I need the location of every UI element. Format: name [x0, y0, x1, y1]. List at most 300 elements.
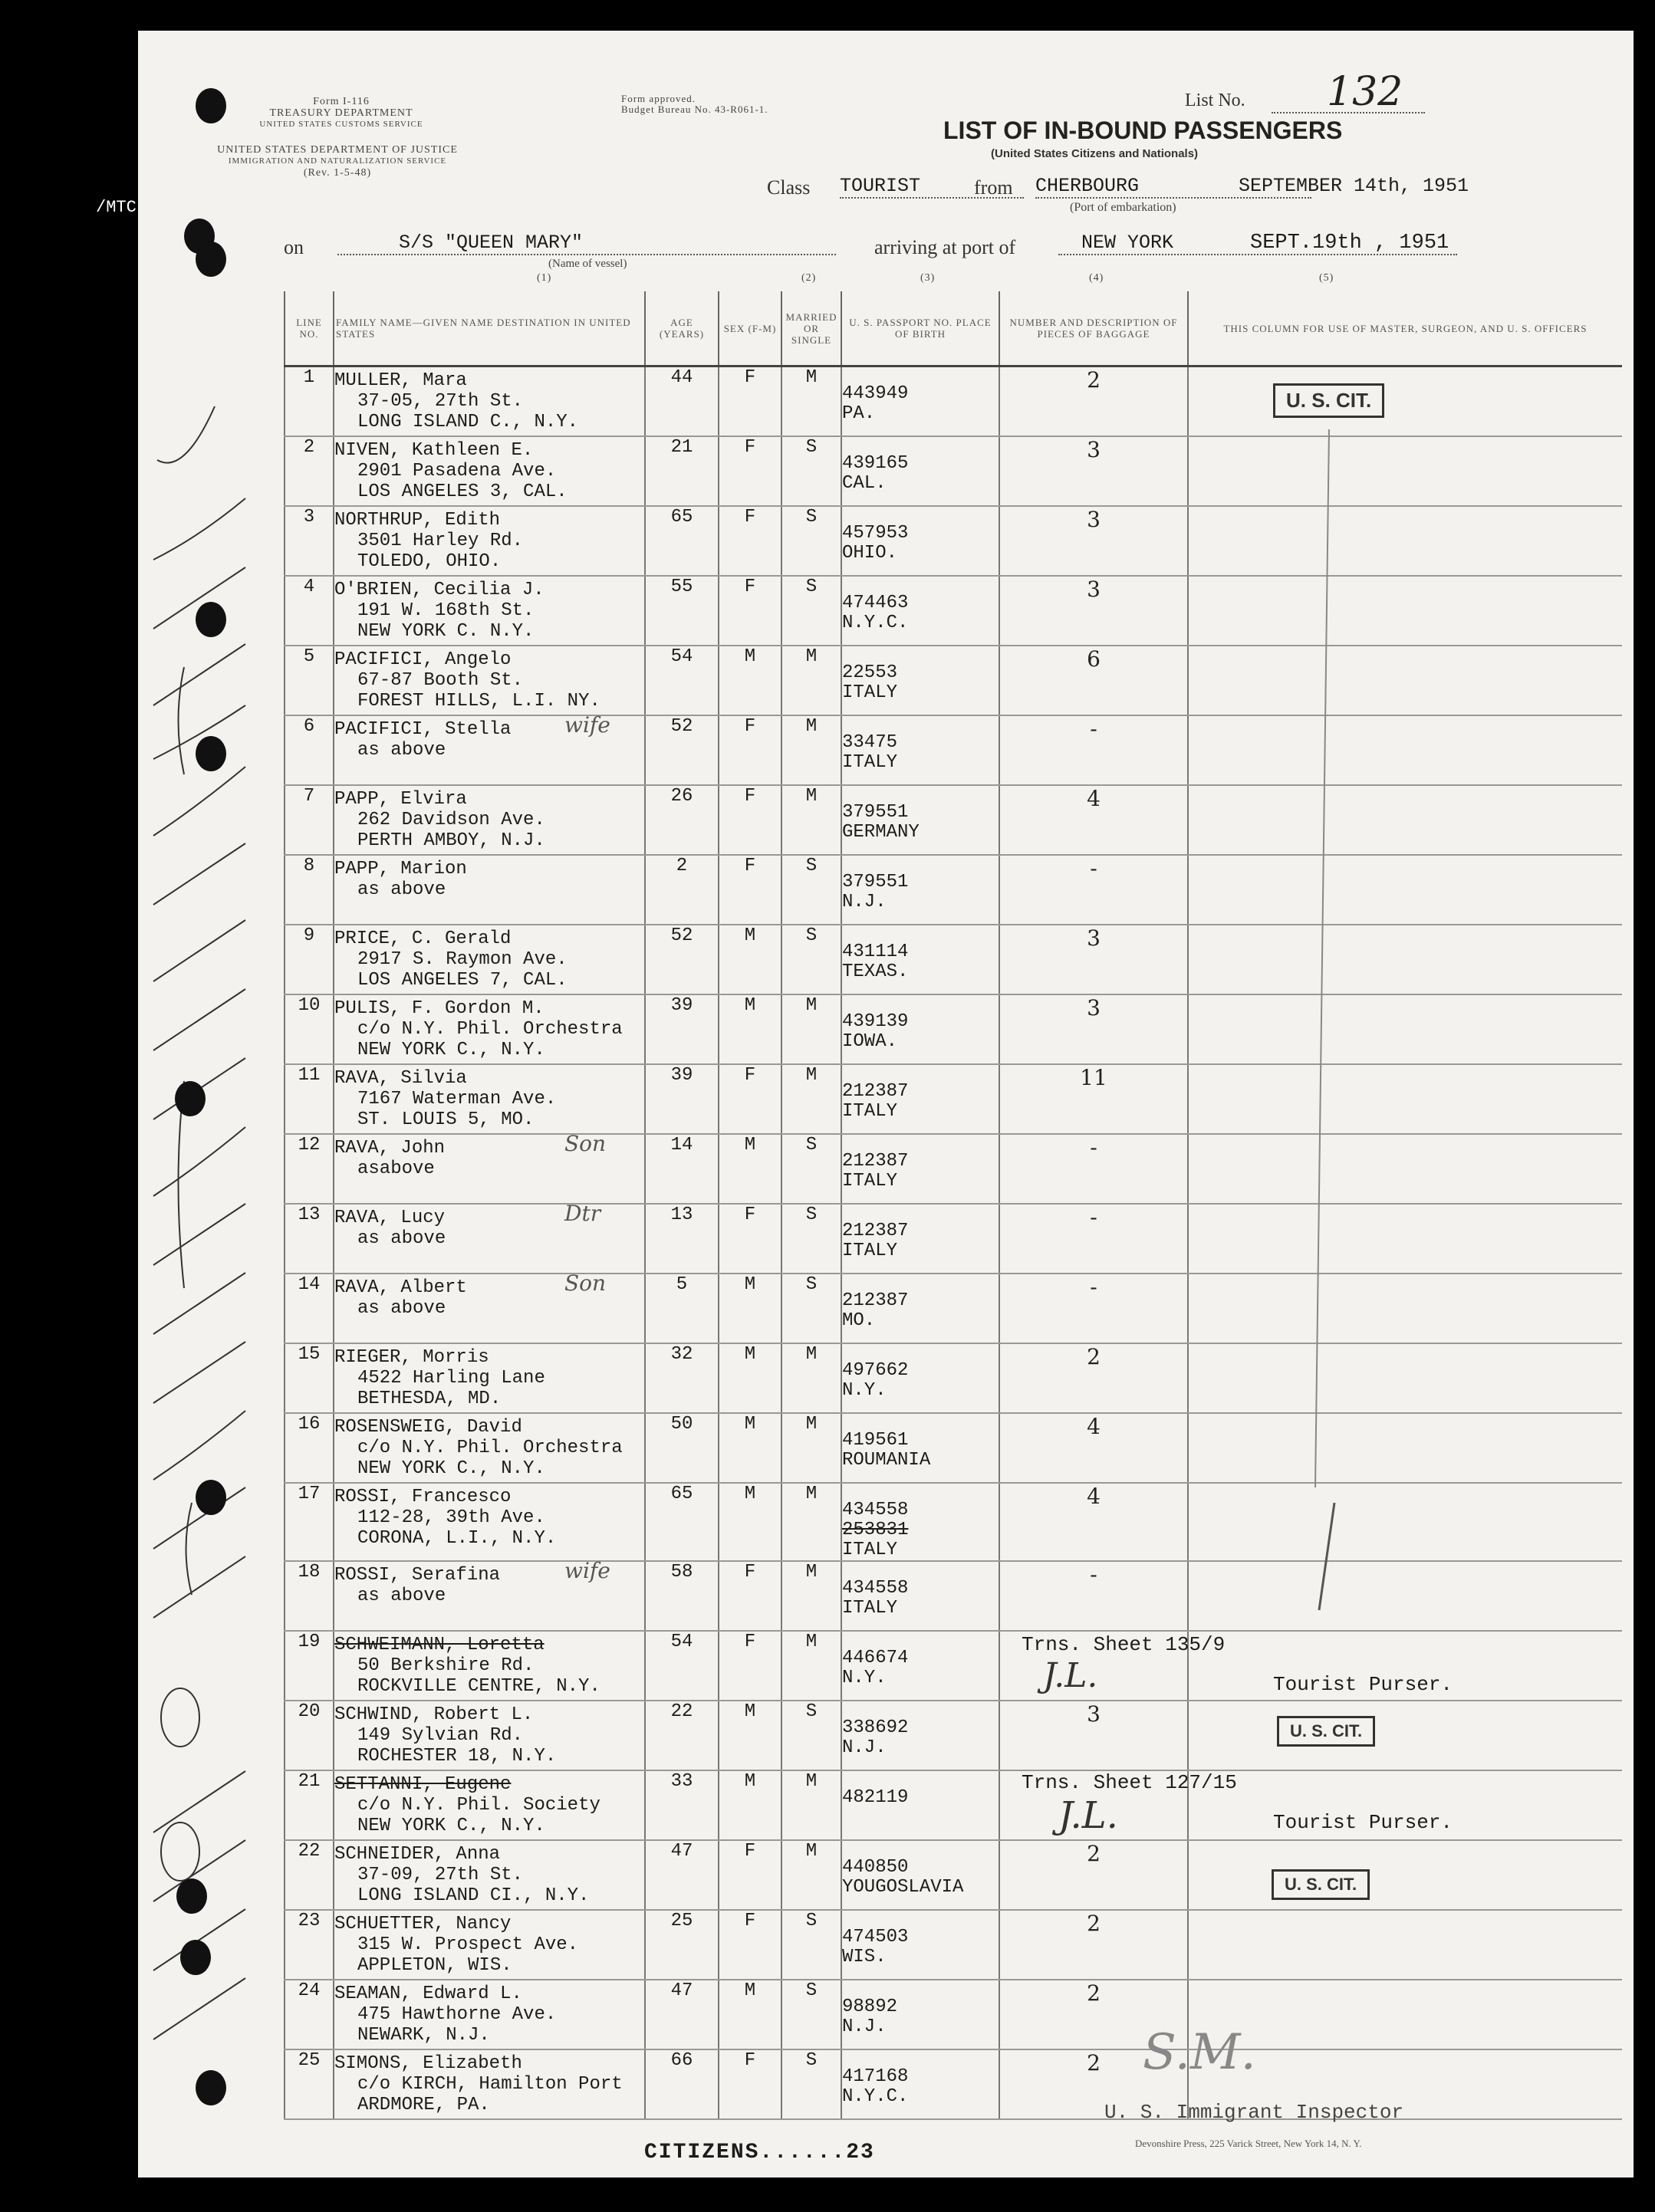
relationship-note: Son — [564, 1131, 607, 1156]
address-line-2: LONG ISLAND CI., N.Y. — [357, 1885, 590, 1906]
age-value: 39 — [670, 1065, 693, 1086]
printer-imprint: Devonshire Press, 225 Varick Street, New York 14, N. Y. — [1135, 2138, 1362, 2149]
header-line: LINE NO. — [285, 291, 334, 366]
passport-number: 474503 — [842, 1927, 909, 1947]
address-line-2: LOS ANGELES 3, CAL. — [357, 482, 568, 502]
budget-bureau: Budget Bureau No. 43-R061-1. — [621, 104, 768, 115]
marital-value: S — [805, 925, 818, 946]
baggage-count: - — [1090, 856, 1097, 881]
place-of-birth: ITALY — [842, 682, 898, 703]
check-marks — [138, 31, 1634, 2177]
age-value: 52 — [670, 716, 693, 737]
address-line-1: 475 Hawthorne Ave. — [357, 2004, 557, 2025]
address-line-2: LONG ISLAND C., N.Y. — [357, 412, 579, 432]
passenger-name: PULIS, F. Gordon M. — [334, 998, 545, 1019]
passport-number: 419561 — [842, 1430, 909, 1451]
passport-number: 212387 — [842, 1151, 909, 1172]
baggage-count: 11 — [1080, 1065, 1107, 1090]
departure-date: SEPTEMBER 14th, 1951 — [1239, 175, 1469, 197]
binder-hole — [196, 242, 226, 277]
address-line-2: CORONA, L.I., N.Y. — [357, 1528, 557, 1549]
marital-value: M — [805, 1562, 818, 1583]
passenger-name: PAPP, Marion — [334, 859, 467, 879]
passenger-name: SEAMAN, Edward L. — [334, 1984, 522, 2004]
header-married: MARRIED OR SINGLE — [781, 291, 841, 366]
marital-value: M — [805, 1841, 818, 1862]
age-value: 50 — [670, 1414, 693, 1435]
sex-value: F — [744, 716, 756, 737]
passport-number: 474463 — [842, 593, 909, 613]
marital-value: S — [805, 1701, 818, 1722]
passenger-name: PACIFICI, Angelo — [334, 649, 512, 670]
passenger-name: SCHWEIMANN, Loretta — [334, 1635, 545, 1655]
revision: (Rev. 1-5-48) — [303, 167, 372, 179]
line-number-text: 21 — [298, 1771, 321, 1792]
binder-hole — [196, 1480, 226, 1515]
marital-value: S — [805, 856, 818, 876]
baggage-count: 3 — [1087, 1701, 1101, 1727]
address-line-1: c/o N.Y. Phil. Society — [357, 1795, 600, 1816]
sex-value: F — [744, 2050, 756, 2071]
baggage-count: 4 — [1087, 1484, 1101, 1509]
marital-value: M — [805, 1414, 818, 1435]
baggage-count: 6 — [1087, 646, 1101, 672]
passenger-name: ROSSI, Francesco — [334, 1487, 512, 1507]
address-line-1: 7167 Waterman Ave. — [357, 1089, 557, 1109]
vessel-caption: (Name of vessel) — [548, 258, 627, 270]
marital-value: S — [805, 507, 818, 528]
passport-number: 417168 — [842, 2066, 909, 2087]
address-line-1: c/o N.Y. Phil. Orchestra — [357, 1019, 623, 1040]
form-approved: Form approved. — [621, 93, 696, 104]
passport-number: 440850 — [842, 1857, 909, 1878]
marital-value: M — [805, 995, 818, 1016]
place-of-birth: N.Y.C. — [842, 2086, 909, 2107]
sex-value: F — [744, 786, 756, 807]
sex-value: F — [744, 856, 756, 876]
passenger-name: SIMONS, Elizabeth — [334, 2053, 522, 2074]
place-of-birth: WIS. — [842, 1947, 887, 1967]
marital-value: M — [805, 367, 818, 388]
place-of-birth: GERMANY — [842, 822, 920, 843]
customs-service: UNITED STATES CUSTOMS SERVICE — [259, 120, 423, 129]
binder-hole — [196, 2070, 226, 2105]
place-of-birth: MO. — [842, 1310, 876, 1331]
class-label: Class — [767, 176, 811, 199]
address-line-1: 4522 Harling Lane — [357, 1368, 545, 1389]
address-line-2: TOLEDO, OHIO. — [357, 551, 502, 572]
marital-value: M — [805, 1771, 818, 1792]
arrival-date: SEPT.19th , 1951 — [1250, 232, 1449, 255]
address-line-2: LOS ANGELES 7, CAL. — [357, 970, 568, 991]
address-line-2: BETHESDA, MD. — [357, 1389, 502, 1409]
passport-number: 434558 — [842, 1500, 909, 1520]
baggage-count: 4 — [1087, 1414, 1101, 1439]
passenger-name: RAVA, Silvia — [334, 1068, 467, 1089]
sex-value: F — [744, 437, 756, 458]
line-number-text: 16 — [298, 1414, 321, 1435]
marital-value: M — [805, 1065, 818, 1086]
passport-number: 431114 — [842, 942, 909, 962]
line-number-text: 9 — [303, 925, 315, 946]
line-number-text: 11 — [298, 1065, 321, 1086]
age-value: 47 — [670, 1980, 693, 2001]
line-number-text: 14 — [298, 1274, 321, 1295]
relationship-note: wife — [564, 712, 610, 738]
header-baggage: NUMBER AND DESCRIPTION OF PIECES OF BAGGAGE — [999, 291, 1188, 366]
address-line-2: PERTH AMBOY, N.J. — [357, 830, 545, 851]
baggage-count: - — [1090, 1135, 1097, 1160]
col-num-1: (1) — [537, 272, 552, 284]
baggage-count: 2 — [1087, 367, 1101, 393]
transfer-note-2: Trns. Sheet 127/15 — [1022, 1771, 1237, 1794]
place-of-birth: N.J. — [842, 892, 887, 912]
age-value: 25 — [670, 1911, 693, 1931]
age-value: 47 — [670, 1841, 693, 1862]
passenger-name: PAPP, Elvira — [334, 789, 467, 810]
passport-number: 338692 — [842, 1717, 909, 1738]
age-value: 21 — [670, 437, 693, 458]
age-value: 26 — [670, 786, 693, 807]
binder-hole — [175, 1081, 206, 1116]
sex-value: M — [744, 1771, 756, 1792]
age-value: 66 — [670, 2050, 693, 2071]
purser-label-1: Tourist Purser. — [1273, 1673, 1453, 1696]
passport-number: 98892 — [842, 1997, 898, 2017]
marital-value: M — [805, 1484, 818, 1504]
age-value: 54 — [670, 646, 693, 667]
passport-number: 446674 — [842, 1648, 909, 1668]
sex-value: F — [744, 1911, 756, 1931]
age-value: 14 — [670, 1135, 693, 1155]
line-number-text: 15 — [298, 1344, 321, 1365]
marital-value: S — [805, 1205, 818, 1225]
baggage-count: 3 — [1087, 577, 1101, 602]
address-line-1: 262 Davidson Ave. — [357, 810, 545, 830]
line-number-text: 19 — [298, 1632, 321, 1652]
sex-value: F — [744, 1205, 756, 1225]
age-value: 13 — [670, 1205, 693, 1225]
sex-value: F — [744, 1841, 756, 1862]
passenger-name: RAVA, Lucy — [334, 1208, 446, 1228]
port-embark-caption: (Port of embarkation) — [1070, 201, 1176, 214]
sex-value: M — [744, 995, 756, 1016]
line-number-text: 17 — [298, 1484, 321, 1504]
arrival-port: NEW YORK — [1058, 232, 1457, 255]
passport-number: 439139 — [842, 1011, 909, 1032]
passport-number: 439165 — [842, 453, 909, 474]
passenger-name: ROSENSWEIG, David — [334, 1417, 522, 1438]
place-of-birth: N.Y.C. — [842, 613, 909, 633]
col-num-2: (2) — [801, 272, 817, 284]
address-line-1: 149 Sylvian Rd. — [357, 1725, 524, 1746]
address-line-1: as above — [357, 1586, 446, 1606]
passenger-name: O'BRIEN, Cecilia J. — [334, 580, 545, 600]
binder-hole — [176, 1878, 207, 1914]
col-num-3: (3) — [920, 272, 936, 284]
baggage-count: 2 — [1087, 1841, 1101, 1866]
from-port: CHERBOURG — [1035, 175, 1311, 199]
baggage-count: - — [1090, 716, 1097, 741]
baggage-count: 3 — [1087, 995, 1101, 1021]
address-line-1: as above — [357, 1228, 446, 1249]
address-line-1: as above — [357, 1298, 446, 1319]
baggage-count: 3 — [1087, 437, 1101, 462]
marital-value: M — [805, 716, 818, 737]
marital-value: M — [805, 646, 818, 667]
passenger-name: RAVA, John — [334, 1138, 446, 1159]
passport-number: 497662 — [842, 1360, 909, 1381]
baggage-count: 3 — [1087, 507, 1101, 532]
sex-value: F — [744, 1632, 756, 1652]
place-of-birth: YOUGOSLAVIA — [842, 1877, 964, 1898]
passport-number: 482119 — [842, 1787, 909, 1808]
address-line-1: as above — [357, 740, 446, 761]
binder-hole — [196, 736, 226, 771]
citizens-total: CITIZENS......23 — [644, 2141, 875, 2164]
header-name: FAMILY NAME—GIVEN NAME DESTINATION IN UNITED STATES — [334, 291, 645, 366]
from-label: from — [974, 176, 1013, 199]
us-cit-stamp-1: U. S. CIT. — [1273, 383, 1384, 418]
passenger-name: SCHNEIDER, Anna — [334, 1844, 501, 1865]
passport-number: 443949 — [842, 383, 909, 404]
address-line-2: NEW YORK C., N.Y. — [357, 1458, 545, 1479]
place-of-birth: N.J. — [842, 2016, 887, 2037]
us-cit-stamp-2: U. S. CIT. — [1277, 1716, 1375, 1747]
marital-value: S — [805, 437, 818, 458]
address-line-2: FOREST HILLS, L.I. NY. — [357, 691, 600, 712]
passport-number: 33475 — [842, 732, 898, 753]
justice-dept: UNITED STATES DEPARTMENT OF JUSTICE — [217, 144, 458, 156]
age-value: 52 — [670, 925, 693, 946]
sex-value: M — [744, 1274, 756, 1295]
baggage-count: 2 — [1087, 1911, 1101, 1936]
sex-value: M — [744, 1980, 756, 2001]
vessel-name: S/S "QUEEN MARY" — [337, 232, 836, 255]
passenger-name: SCHUETTER, Nancy — [334, 1914, 512, 1934]
address-line-1: c/o N.Y. Phil. Orchestra — [357, 1438, 623, 1458]
class-value: TOURIST — [840, 175, 1024, 199]
address-line-2: ROCKVILLE CENTRE, N.Y. — [357, 1676, 600, 1697]
list-no-label: List No. — [1185, 90, 1245, 110]
passenger-name: PRICE, C. Gerald — [334, 929, 512, 949]
margin-note: /MTC — [96, 198, 137, 217]
place-of-birth: N.J. — [842, 1737, 887, 1758]
sex-value: M — [744, 1414, 756, 1435]
place-of-birth: OHIO. — [842, 543, 898, 564]
place-of-birth: ITALY — [842, 1101, 898, 1122]
passenger-name: PACIFICI, Stella — [334, 719, 512, 740]
passport-number: 379551 — [842, 872, 909, 892]
address-line-2: NEW YORK C., N.Y. — [357, 1816, 545, 1836]
passenger-name: NIVEN, Kathleen E. — [334, 440, 534, 461]
marital-value: S — [805, 1274, 818, 1295]
relationship-note: Dtr — [564, 1201, 601, 1226]
binder-hole — [196, 602, 226, 637]
age-value: 55 — [670, 577, 693, 597]
line-number-text: 10 — [298, 995, 321, 1016]
baggage-count: 2 — [1087, 1980, 1101, 2006]
marital-value: S — [805, 2050, 818, 2071]
line-number-text: 3 — [303, 507, 315, 528]
baggage-count: - — [1090, 1274, 1097, 1300]
address-line-1: 37-09, 27th St. — [357, 1865, 524, 1885]
old-passport-number: 253831 — [842, 1520, 909, 1540]
address-line-2: ARDMORE, PA. — [357, 2095, 490, 2115]
age-value: 44 — [670, 367, 693, 388]
place-of-birth: IOWA. — [842, 1031, 898, 1052]
sex-value: M — [744, 646, 756, 667]
marital-value: S — [805, 1911, 818, 1931]
passenger-name: SCHWIND, Robert L. — [334, 1704, 534, 1725]
list-number: 132 — [1327, 69, 1403, 115]
inspector-label: U. S. Immigrant Inspector — [1104, 2101, 1404, 2124]
line-number-text: 2 — [303, 437, 315, 458]
address-line-2: APPLETON, WIS. — [357, 1955, 512, 1976]
line-number-text: 13 — [298, 1205, 321, 1225]
place-of-birth: N.Y. — [842, 1380, 887, 1401]
on-label: on — [284, 236, 304, 258]
header-passport: U. S. PASSPORT NO. PLACE OF BIRTH — [841, 291, 999, 366]
sex-value: F — [744, 1065, 756, 1086]
line-number-text: 25 — [298, 2050, 321, 2071]
passenger-name: ROSSI, Serafina — [334, 1565, 501, 1586]
baggage-count: 3 — [1087, 925, 1101, 951]
form-subtitle: (United States Citizens and Nationals) — [991, 147, 1199, 160]
passport-number: 434558 — [842, 1578, 909, 1599]
line-number-text: 7 — [303, 786, 315, 807]
sex-value: F — [744, 577, 756, 597]
inspector-signature: S.M. — [1143, 2024, 1256, 2081]
passenger-name: RIEGER, Morris — [334, 1347, 489, 1368]
sex-value: M — [744, 1344, 756, 1365]
baggage-count: - — [1090, 1205, 1097, 1230]
place-of-birth: ITALY — [842, 752, 898, 773]
address-line-1: 2917 S. Raymon Ave. — [357, 949, 568, 970]
age-value: 2 — [676, 856, 688, 876]
sex-value: M — [744, 1135, 756, 1155]
marital-value: M — [805, 1632, 818, 1652]
place-of-birth: CAL. — [842, 473, 887, 494]
sex-value: M — [744, 925, 756, 946]
address-line-2: NEW YORK C. N.Y. — [357, 621, 535, 642]
purser-signature-2: J.L. — [1058, 1794, 1118, 1837]
marital-value: S — [805, 1135, 818, 1155]
address-line-1: 3501 Harley Rd. — [357, 531, 524, 551]
address-line-1: 191 W. 168th St. — [357, 600, 535, 621]
form-number: Form I-116 — [313, 96, 370, 107]
relationship-note: wife — [564, 1558, 610, 1583]
address-line-1: 67-87 Booth St. — [357, 670, 524, 691]
baggage-count: 4 — [1087, 786, 1101, 811]
purser-signature-1: J.L. — [1043, 1656, 1098, 1695]
age-value: 58 — [670, 1562, 693, 1583]
address-line-1: 112-28, 39th Ave. — [357, 1507, 545, 1528]
line-number-text: 12 — [298, 1135, 321, 1155]
address-line-1: asabove — [357, 1159, 435, 1179]
sex-value: M — [744, 1484, 756, 1504]
line-number-text: 6 — [303, 716, 315, 737]
address-line-1: 315 W. Prospect Ave. — [357, 1934, 579, 1955]
address-line-1: 2901 Pasadena Ave. — [357, 461, 557, 482]
us-cit-stamp-3: U. S. CIT. — [1272, 1869, 1370, 1900]
age-value: 22 — [670, 1701, 693, 1722]
col-num-5: (5) — [1319, 272, 1334, 284]
address-line-1: 50 Berkshire Rd. — [357, 1655, 535, 1676]
address-line-2: NEWARK, N.J. — [357, 2025, 490, 2046]
line-number-text: 20 — [298, 1701, 321, 1722]
marital-value: M — [805, 1344, 818, 1365]
age-value: 65 — [670, 507, 693, 528]
ins-service: IMMIGRATION AND NATURALIZATION SERVICE — [228, 156, 447, 166]
sex-value: M — [744, 1701, 756, 1722]
treasury-dept: TREASURY DEPARTMENT — [269, 107, 413, 119]
age-value: 32 — [670, 1344, 693, 1365]
address-line-2: ROCHESTER 18, N.Y. — [357, 1746, 557, 1767]
place-of-birth: TEXAS. — [842, 961, 909, 982]
passport-number: 212387 — [842, 1081, 909, 1102]
passport-number: 379551 — [842, 802, 909, 823]
form-title: LIST OF IN-BOUND PASSENGERS — [943, 117, 1343, 144]
passenger-name: RAVA, Albert — [334, 1277, 467, 1298]
purser-label-2: Tourist Purser. — [1273, 1811, 1453, 1834]
place-of-birth: ITALY — [842, 1171, 898, 1191]
address-line-2: NEW YORK C., N.Y. — [357, 1040, 545, 1060]
address-line-1: 37-05, 27th St. — [357, 391, 524, 412]
place-of-birth: ITALY — [842, 1540, 898, 1560]
place-of-birth: ITALY — [842, 1241, 898, 1261]
line-number-text: 5 — [303, 646, 315, 667]
line-number-text: 22 — [298, 1841, 321, 1862]
passport-number: 212387 — [842, 1290, 909, 1311]
baggage-count: - — [1090, 1562, 1097, 1587]
address-line-1: c/o KIRCH, Hamilton Port — [357, 2074, 623, 2095]
passenger-name: MULLER, Mara — [334, 370, 467, 391]
age-value: 33 — [670, 1771, 693, 1792]
passport-number: 22553 — [842, 662, 898, 683]
line-number-text: 1 — [303, 367, 315, 388]
marital-value: S — [805, 577, 818, 597]
line-number-text: 4 — [303, 577, 315, 597]
col-num-4: (4) — [1089, 272, 1104, 284]
transfer-note-1: Trns. Sheet 135/9 — [1022, 1633, 1226, 1656]
header-officers: THIS COLUMN FOR USE OF MASTER, SURGEON, AND U. S. OFFICERS — [1188, 291, 1622, 366]
baggage-count: 2 — [1087, 1344, 1101, 1369]
place-of-birth: N.Y. — [842, 1668, 887, 1688]
binder-hole — [196, 88, 226, 123]
address-line-1: as above — [357, 879, 446, 900]
header-age: AGE (YEARS) — [645, 291, 719, 366]
passport-number: 212387 — [842, 1221, 909, 1241]
arriving-label: arriving at port of — [874, 236, 1016, 258]
age-value: 39 — [670, 995, 693, 1016]
passenger-name: SETTANNI, Eugene — [334, 1774, 512, 1795]
address-line-2: ST. LOUIS 5, MO. — [357, 1109, 535, 1130]
line-number-text: 23 — [298, 1911, 321, 1931]
marital-value: M — [805, 786, 818, 807]
marital-value: S — [805, 1980, 818, 2001]
manifest-page — [96, 31, 1634, 2177]
place-of-birth: PA. — [842, 403, 876, 424]
passport-number: 457953 — [842, 523, 909, 544]
relationship-note: Son — [564, 1270, 607, 1296]
baggage-count: 2 — [1087, 2050, 1101, 2076]
line-number-text: 24 — [298, 1980, 321, 2001]
binder-hole — [180, 1940, 211, 1975]
age-value: 5 — [676, 1274, 688, 1295]
place-of-birth: ITALY — [842, 1598, 898, 1619]
header-sex: SEX (F-M) — [719, 291, 781, 366]
